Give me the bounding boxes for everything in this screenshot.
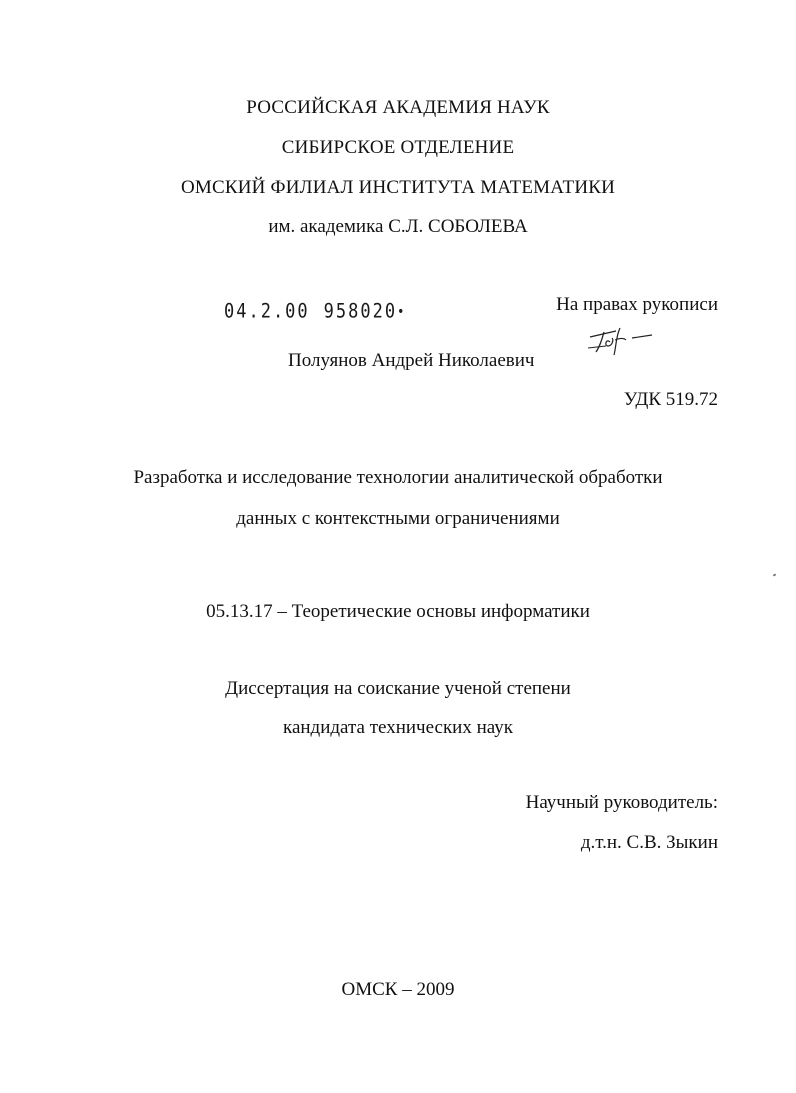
branch-heading: СИБИРСКОЕ ОТДЕЛЕНИЕ [281, 137, 515, 158]
dissertation-title-line1: Разработка и исследование технологии аналитической обработки [133, 467, 663, 488]
supervisor-label: Научный руководитель: [525, 792, 718, 813]
supervisor-name: д.т.н. С.В. Зыкин [580, 832, 718, 853]
academy-heading: РОССИЙСКАЯ АКАДЕМИЯ НАУК [246, 97, 550, 118]
author-name: Полуянов Андрей Николаевич [288, 350, 535, 371]
city-year: ОМСК – 2009 [341, 979, 455, 1000]
dissertation-title-line2: данных с контекстными ограничениями [236, 508, 560, 529]
specialty-line: 05.13.17 – Теоретические основы информатики [206, 601, 590, 622]
rights-label: На правах рукописи [556, 294, 718, 315]
udk-label: УДК 519.72 [623, 389, 718, 410]
degree-line2: кандидата технических наук [283, 717, 513, 738]
degree-line1: Диссертация на соискание ученой степени [225, 678, 571, 699]
scan-speck [773, 573, 777, 576]
registration-code-part1: 04.2.00 [224, 300, 310, 323]
registration-stamp: 04.2.00 958020• [224, 300, 407, 323]
institute-heading: ОМСКИЙ ФИЛИАЛ ИНСТИТУТА МАТЕМАТИКИ [180, 177, 616, 198]
handwritten-signature [586, 322, 658, 358]
registration-code-part2: 958020 [323, 300, 398, 323]
named-after-line: им. академика С.Л. СОБОЛЕВА [268, 216, 528, 237]
